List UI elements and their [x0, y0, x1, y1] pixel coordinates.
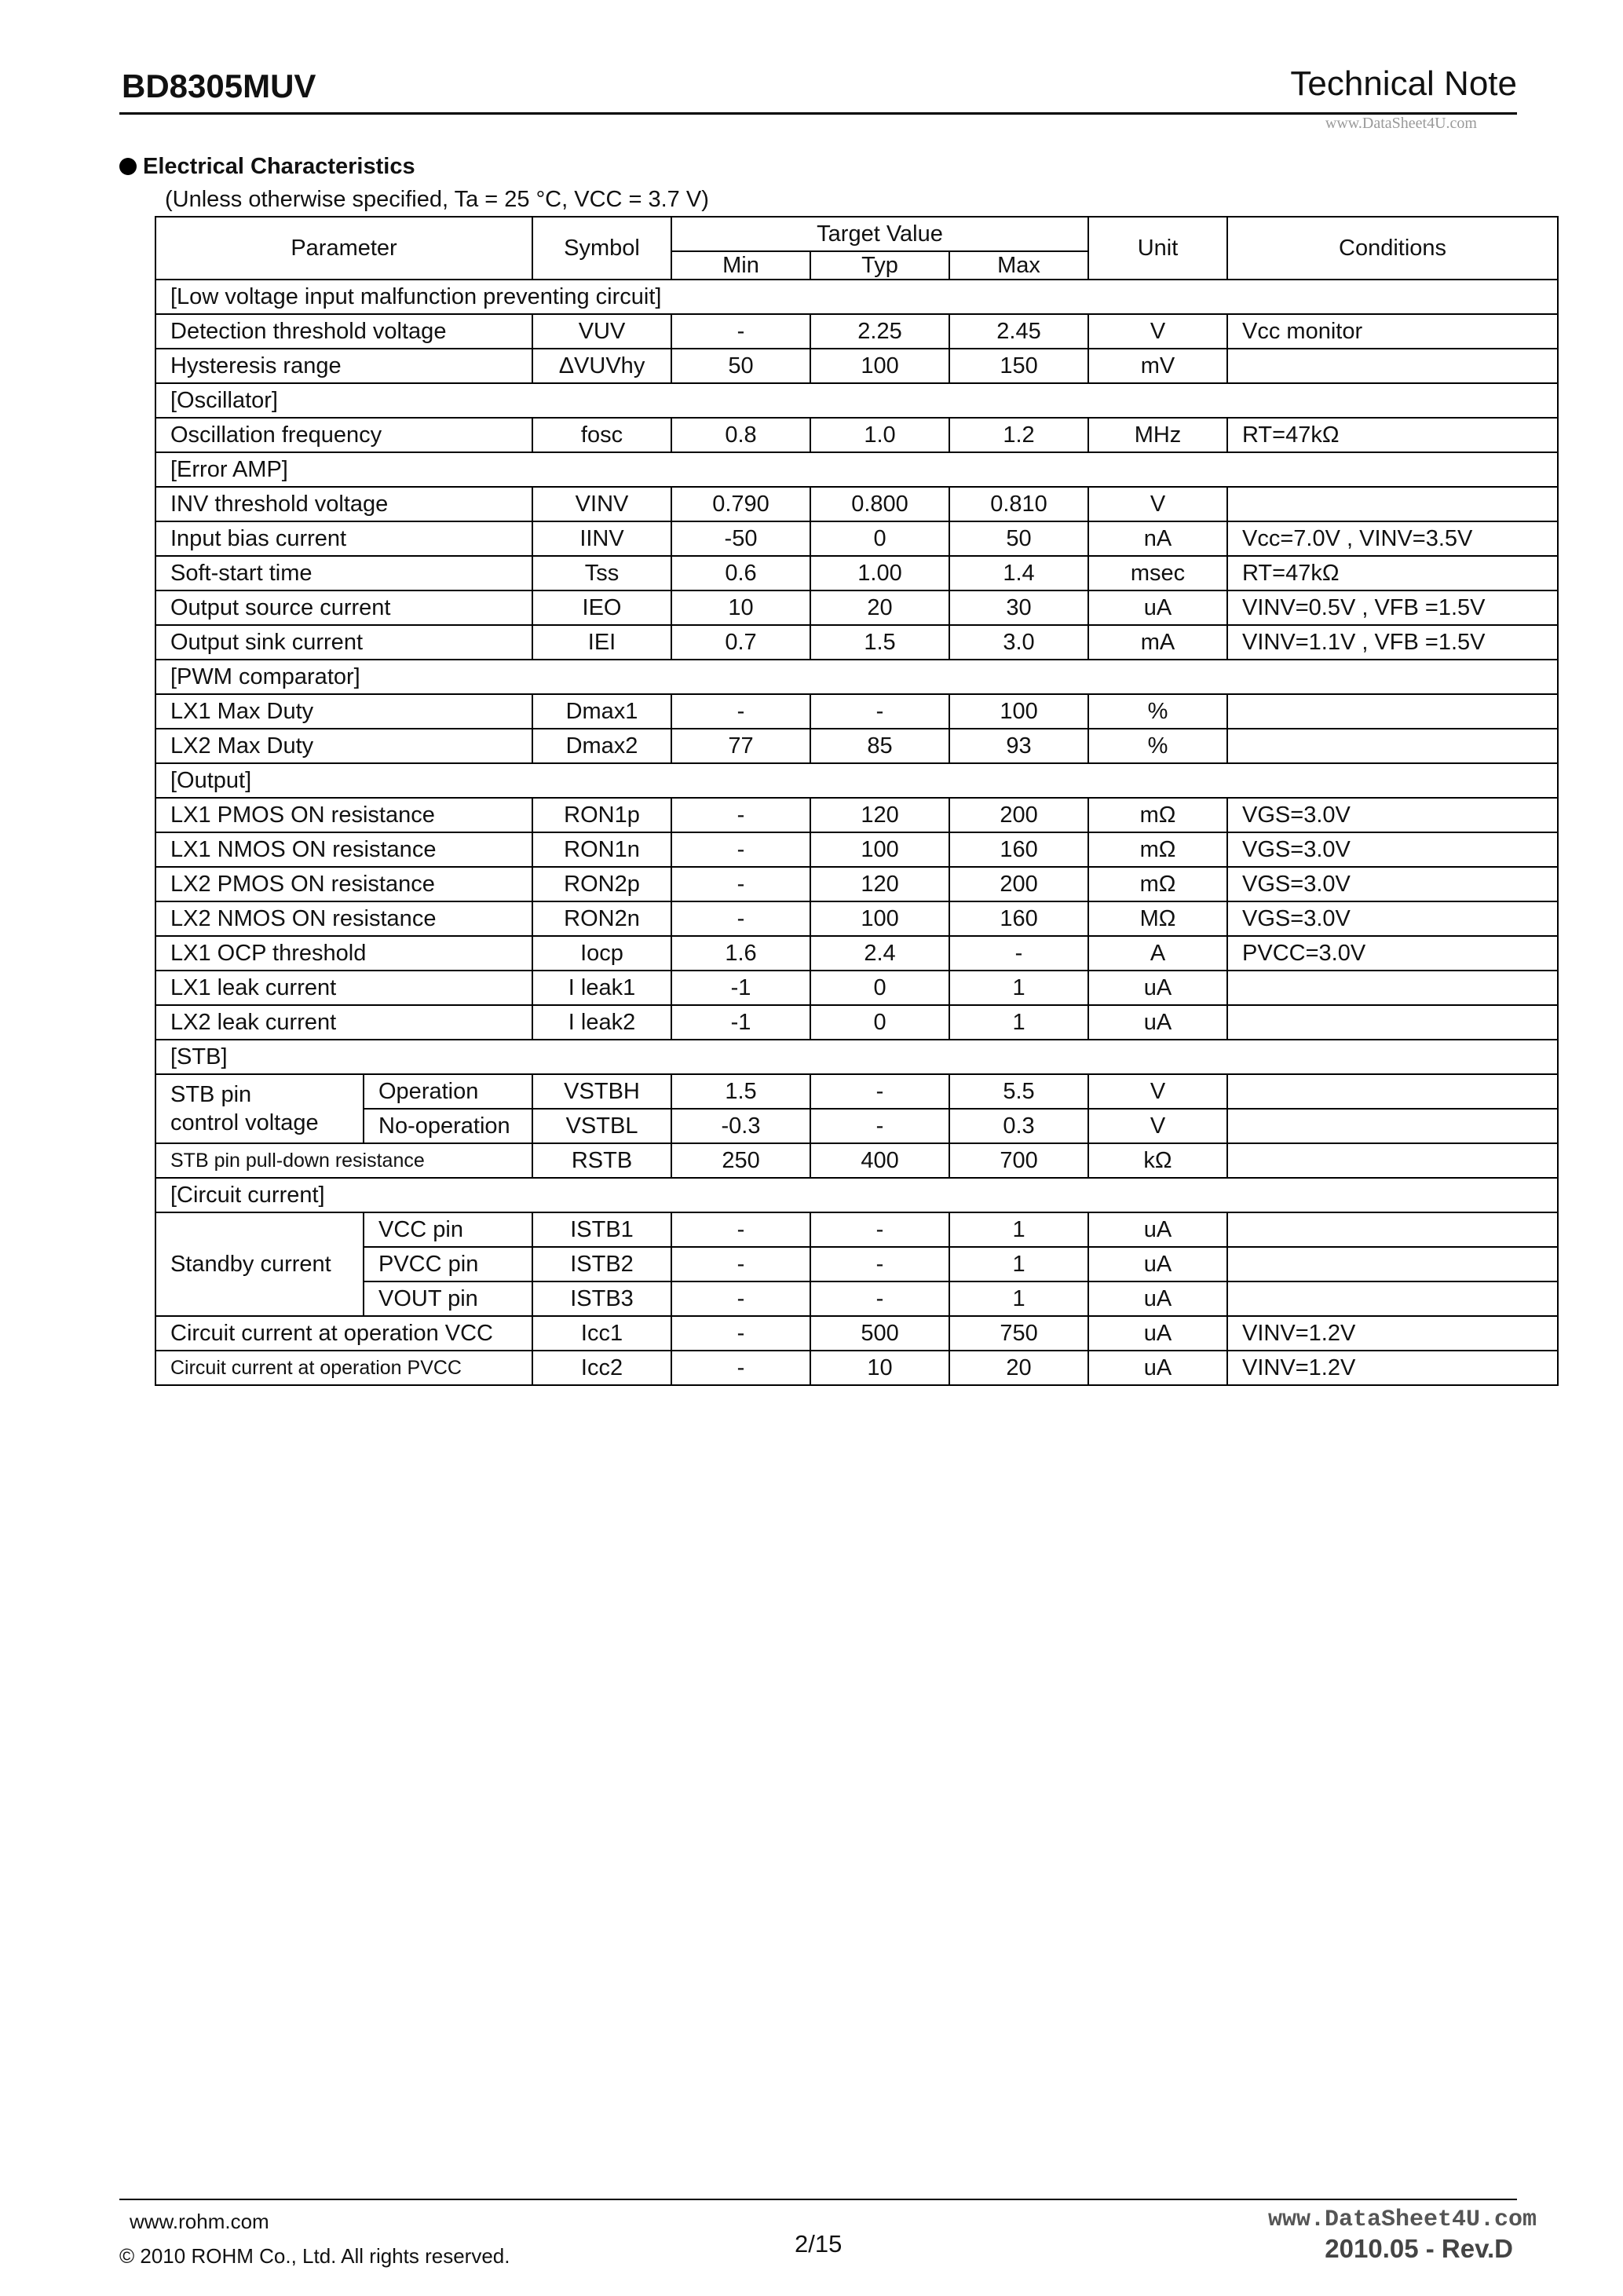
unit-cell: mΩ	[1088, 798, 1227, 832]
conditions-cell	[1227, 694, 1558, 729]
conditions-cell	[1227, 1212, 1558, 1247]
max-cell: 1.2	[949, 418, 1088, 452]
watermark-bottom: www.DataSheet4U.com	[1267, 2206, 1537, 2233]
typ-cell: 85	[810, 729, 949, 763]
unit-cell: uA	[1088, 971, 1227, 1005]
header-rule	[119, 112, 1517, 115]
stb-label-line1: STB pin	[170, 1082, 252, 1107]
group-row	[155, 452, 1558, 487]
typ-cell: -	[810, 694, 949, 729]
typ-cell: 120	[810, 867, 949, 901]
max-cell: 50	[949, 521, 1088, 556]
min-cell: -	[671, 1247, 810, 1281]
group-oscillator: [Oscillator]	[155, 383, 1558, 418]
symbol-cell: VINV	[532, 487, 671, 521]
min-cell: -	[671, 832, 810, 867]
conditions-cell: VGS=3.0V	[1227, 798, 1558, 832]
min-cell: 250	[671, 1143, 810, 1178]
min-cell: -	[671, 1351, 810, 1385]
group-uvlo: [Low voltage input malfunction preventing circuit]	[155, 280, 1558, 314]
max-cell: 700	[949, 1143, 1088, 1178]
min-cell: -	[671, 1316, 810, 1351]
symbol-cell: I leak2	[532, 1005, 671, 1040]
conditions-cell	[1227, 487, 1558, 521]
max-cell: 150	[949, 349, 1088, 383]
conditions-cell	[1227, 1281, 1558, 1316]
symbol-cell: ISTB1	[532, 1212, 671, 1247]
param-cell: LX1 OCP threshold	[155, 936, 532, 971]
unit-cell: MΩ	[1088, 901, 1227, 936]
group-row	[155, 280, 1558, 314]
table-row	[155, 867, 1558, 901]
max-cell: 200	[949, 867, 1088, 901]
max-cell: 1	[949, 1005, 1088, 1040]
symbol-cell: ISTB3	[532, 1281, 671, 1316]
footer-rule	[119, 2199, 1517, 2200]
typ-cell: 10	[810, 1351, 949, 1385]
min-cell: 77	[671, 729, 810, 763]
section-title-text: Electrical Characteristics	[143, 154, 415, 179]
table-row	[155, 901, 1558, 936]
min-cell: 1.6	[671, 936, 810, 971]
table-row	[155, 556, 1558, 590]
max-cell: 1	[949, 1212, 1088, 1247]
min-cell: -	[671, 314, 810, 349]
max-cell: 1	[949, 1247, 1088, 1281]
unit-cell: V	[1088, 1109, 1227, 1143]
unit-cell: uA	[1088, 1351, 1227, 1385]
group-pwm: [PWM comparator]	[155, 660, 1558, 694]
conditions-cell: VINV=1.2V	[1227, 1351, 1558, 1385]
symbol-cell: VUV	[532, 314, 671, 349]
symbol-cell: VSTBL	[532, 1109, 671, 1143]
unit-cell: MHz	[1088, 418, 1227, 452]
unit-cell: msec	[1088, 556, 1227, 590]
max-cell: 93	[949, 729, 1088, 763]
param-cell: Detection threshold voltage	[155, 314, 532, 349]
typ-cell: 0	[810, 521, 949, 556]
unit-cell: V	[1088, 487, 1227, 521]
conditions-cell: Vcc monitor	[1227, 314, 1558, 349]
conditions-cell	[1227, 1109, 1558, 1143]
unit-cell: mΩ	[1088, 832, 1227, 867]
typ-cell: 0.800	[810, 487, 949, 521]
param-cell: Soft-start time	[155, 556, 532, 590]
table-row	[155, 1281, 1558, 1316]
table-row	[155, 625, 1558, 660]
page-number: 2/15	[795, 2230, 843, 2258]
typ-cell: 500	[810, 1316, 949, 1351]
min-cell: -1	[671, 971, 810, 1005]
table-row	[155, 418, 1558, 452]
conditions-cell: VINV=1.1V , VFB =1.5V	[1227, 625, 1558, 660]
symbol-cell: Iocp	[532, 936, 671, 971]
section-title	[119, 154, 415, 180]
param-cell: LX1 NMOS ON resistance	[155, 832, 532, 867]
typ-cell: -	[810, 1212, 949, 1247]
unit-cell: kΩ	[1088, 1143, 1227, 1178]
header-min: Min	[671, 251, 810, 280]
max-cell: 200	[949, 798, 1088, 832]
max-cell: 3.0	[949, 625, 1088, 660]
max-cell: 0.3	[949, 1109, 1088, 1143]
table-row	[155, 832, 1558, 867]
min-cell: -1	[671, 1005, 810, 1040]
table-row	[155, 349, 1558, 383]
param-cell: Operation	[364, 1074, 532, 1109]
conditions-cell: VGS=3.0V	[1227, 832, 1558, 867]
max-cell: 1.4	[949, 556, 1088, 590]
typ-cell: 0	[810, 971, 949, 1005]
header-target: Target Value	[671, 217, 1088, 251]
param-cell: Circuit current at operation VCC	[155, 1316, 532, 1351]
header-typ: Typ	[810, 251, 949, 280]
max-cell: 2.45	[949, 314, 1088, 349]
symbol-cell: Icc1	[532, 1316, 671, 1351]
symbol-cell: I leak1	[532, 971, 671, 1005]
conditions-cell: VGS=3.0V	[1227, 901, 1558, 936]
param-cell: VOUT pin	[364, 1281, 532, 1316]
min-cell: 1.5	[671, 1074, 810, 1109]
conditions-cell	[1227, 1005, 1558, 1040]
param-cell: LX1 Max Duty	[155, 694, 532, 729]
electrical-characteristics-table	[155, 216, 1559, 1386]
symbol-cell: RSTB	[532, 1143, 671, 1178]
param-cell: LX2 NMOS ON resistance	[155, 901, 532, 936]
param-cell: LX1 leak current	[155, 971, 532, 1005]
typ-cell: 100	[810, 349, 949, 383]
param-cell: PVCC pin	[364, 1247, 532, 1281]
watermark-top: www.DataSheet4U.com	[1325, 115, 1477, 132]
typ-cell: -	[810, 1074, 949, 1109]
min-cell: -0.3	[671, 1109, 810, 1143]
unit-cell: uA	[1088, 590, 1227, 625]
unit-cell: uA	[1088, 1281, 1227, 1316]
min-cell: 0.8	[671, 418, 810, 452]
conditions-cell	[1227, 729, 1558, 763]
min-cell: -	[671, 694, 810, 729]
unit-cell: V	[1088, 314, 1227, 349]
group-row	[155, 383, 1558, 418]
min-cell: 10	[671, 590, 810, 625]
symbol-cell: IEI	[532, 625, 671, 660]
param-cell: Output source current	[155, 590, 532, 625]
table-row	[155, 1074, 1558, 1109]
footer-url: www.rohm.com	[130, 2210, 269, 2233]
param-cell: LX2 Max Duty	[155, 729, 532, 763]
param-cell: LX2 PMOS ON resistance	[155, 867, 532, 901]
min-cell: 0.6	[671, 556, 810, 590]
typ-cell: 120	[810, 798, 949, 832]
min-cell: -	[671, 1281, 810, 1316]
max-cell: 160	[949, 832, 1088, 867]
unit-cell: %	[1088, 729, 1227, 763]
unit-cell: uA	[1088, 1247, 1227, 1281]
conditions-cell: VGS=3.0V	[1227, 867, 1558, 901]
min-cell: 50	[671, 349, 810, 383]
symbol-cell: RON1n	[532, 832, 671, 867]
typ-cell: 1.0	[810, 418, 949, 452]
header-row	[155, 217, 1558, 251]
table-row	[155, 1005, 1558, 1040]
table-row	[155, 1109, 1558, 1143]
min-cell: 0.7	[671, 625, 810, 660]
unit-cell: V	[1088, 1074, 1227, 1109]
typ-cell: 20	[810, 590, 949, 625]
param-cell: VCC pin	[364, 1212, 532, 1247]
conditions-cell: Vcc=7.0V , VINV=3.5V	[1227, 521, 1558, 556]
symbol-cell: Dmax2	[532, 729, 671, 763]
table-row	[155, 936, 1558, 971]
doc-type: Technical Note	[1290, 64, 1517, 103]
footer-copyright: © 2010 ROHM Co., Ltd. All rights reserved.	[119, 2244, 510, 2268]
conditions-cell: VINV=1.2V	[1227, 1316, 1558, 1351]
typ-cell: 100	[810, 832, 949, 867]
stb-label-line2: control voltage	[170, 1110, 319, 1135]
max-cell: -	[949, 936, 1088, 971]
min-cell: 0.790	[671, 487, 810, 521]
typ-cell: 1.5	[810, 625, 949, 660]
group-row	[155, 763, 1558, 798]
symbol-cell: VSTBH	[532, 1074, 671, 1109]
typ-cell: 1.00	[810, 556, 949, 590]
header-unit: Unit	[1088, 217, 1227, 280]
unit-cell: mA	[1088, 625, 1227, 660]
unit-cell: A	[1088, 936, 1227, 971]
table-row	[155, 729, 1558, 763]
table-row	[155, 1143, 1558, 1178]
param-cell: INV threshold voltage	[155, 487, 532, 521]
param-cell: Circuit current at operation PVCC	[155, 1351, 532, 1385]
group-row	[155, 1040, 1558, 1074]
typ-cell: 400	[810, 1143, 949, 1178]
group-circuit-current: [Circuit current]	[155, 1178, 1558, 1212]
bullet-icon	[119, 158, 137, 175]
min-cell: -	[671, 798, 810, 832]
standby-current-label: Standby current	[155, 1212, 364, 1316]
conditions-cell	[1227, 1247, 1558, 1281]
symbol-cell: RON2p	[532, 867, 671, 901]
max-cell: 1	[949, 971, 1088, 1005]
section-condition: (Unless otherwise specified, Ta = 25 °C, VCC = 3.7 V)	[165, 187, 709, 212]
unit-cell: %	[1088, 694, 1227, 729]
table-row	[155, 487, 1558, 521]
conditions-cell	[1227, 971, 1558, 1005]
max-cell: 20	[949, 1351, 1088, 1385]
unit-cell: mΩ	[1088, 867, 1227, 901]
param-cell: LX2 leak current	[155, 1005, 532, 1040]
max-cell: 160	[949, 901, 1088, 936]
conditions-cell: RT=47kΩ	[1227, 418, 1558, 452]
symbol-cell: IINV	[532, 521, 671, 556]
symbol-cell: RON1p	[532, 798, 671, 832]
unit-cell: uA	[1088, 1212, 1227, 1247]
group-row	[155, 1178, 1558, 1212]
table-row	[155, 1212, 1558, 1247]
group-stb: [STB]	[155, 1040, 1558, 1074]
typ-cell: -	[810, 1247, 949, 1281]
param-cell: Input bias current	[155, 521, 532, 556]
max-cell: 1	[949, 1281, 1088, 1316]
table-row	[155, 694, 1558, 729]
symbol-cell: RON2n	[532, 901, 671, 936]
unit-cell: nA	[1088, 521, 1227, 556]
stb-pin-label	[155, 1074, 364, 1143]
symbol-cell: Icc2	[532, 1351, 671, 1385]
table-row	[155, 1247, 1558, 1281]
symbol-cell: ΔVUVhy	[532, 349, 671, 383]
typ-cell: -	[810, 1281, 949, 1316]
unit-cell: mV	[1088, 349, 1227, 383]
min-cell: -50	[671, 521, 810, 556]
unit-cell: uA	[1088, 1316, 1227, 1351]
conditions-cell	[1227, 1143, 1558, 1178]
min-cell: -	[671, 1212, 810, 1247]
part-number: BD8305MUV	[122, 68, 316, 104]
typ-cell: 100	[810, 901, 949, 936]
symbol-cell: Dmax1	[532, 694, 671, 729]
header-parameter: Parameter	[155, 217, 532, 280]
symbol-cell: fosc	[532, 418, 671, 452]
param-cell: STB pin pull-down resistance	[155, 1143, 532, 1178]
typ-cell: 2.4	[810, 936, 949, 971]
symbol-cell: ISTB2	[532, 1247, 671, 1281]
typ-cell: -	[810, 1109, 949, 1143]
header-max: Max	[949, 251, 1088, 280]
conditions-cell: PVCC=3.0V	[1227, 936, 1558, 971]
max-cell: 100	[949, 694, 1088, 729]
min-cell: -	[671, 901, 810, 936]
table-row	[155, 314, 1558, 349]
table-row	[155, 521, 1558, 556]
table-row	[155, 590, 1558, 625]
symbol-cell: IEO	[532, 590, 671, 625]
header-symbol: Symbol	[532, 217, 671, 280]
table-row	[155, 1351, 1558, 1385]
table-row	[155, 1316, 1558, 1351]
table-row	[155, 971, 1558, 1005]
group-output: [Output]	[155, 763, 1558, 798]
symbol-cell: Tss	[532, 556, 671, 590]
max-cell: 5.5	[949, 1074, 1088, 1109]
min-cell: -	[671, 867, 810, 901]
max-cell: 30	[949, 590, 1088, 625]
typ-cell: 0	[810, 1005, 949, 1040]
param-cell: Hysteresis range	[155, 349, 532, 383]
param-cell: Oscillation frequency	[155, 418, 532, 452]
header-conditions: Conditions	[1227, 217, 1558, 280]
group-row	[155, 660, 1558, 694]
conditions-cell	[1227, 349, 1558, 383]
param-cell: LX1 PMOS ON resistance	[155, 798, 532, 832]
param-cell: No-operation	[364, 1109, 532, 1143]
max-cell: 0.810	[949, 487, 1088, 521]
max-cell: 750	[949, 1316, 1088, 1351]
conditions-cell	[1227, 1074, 1558, 1109]
unit-cell: uA	[1088, 1005, 1227, 1040]
table-row	[155, 798, 1558, 832]
group-error-amp: [Error AMP]	[155, 452, 1558, 487]
conditions-cell: VINV=0.5V , VFB =1.5V	[1227, 590, 1558, 625]
conditions-cell: RT=47kΩ	[1227, 556, 1558, 590]
typ-cell: 2.25	[810, 314, 949, 349]
param-cell: Output sink current	[155, 625, 532, 660]
footer-date-rev: 2010.05 - Rev.D	[1325, 2234, 1513, 2263]
